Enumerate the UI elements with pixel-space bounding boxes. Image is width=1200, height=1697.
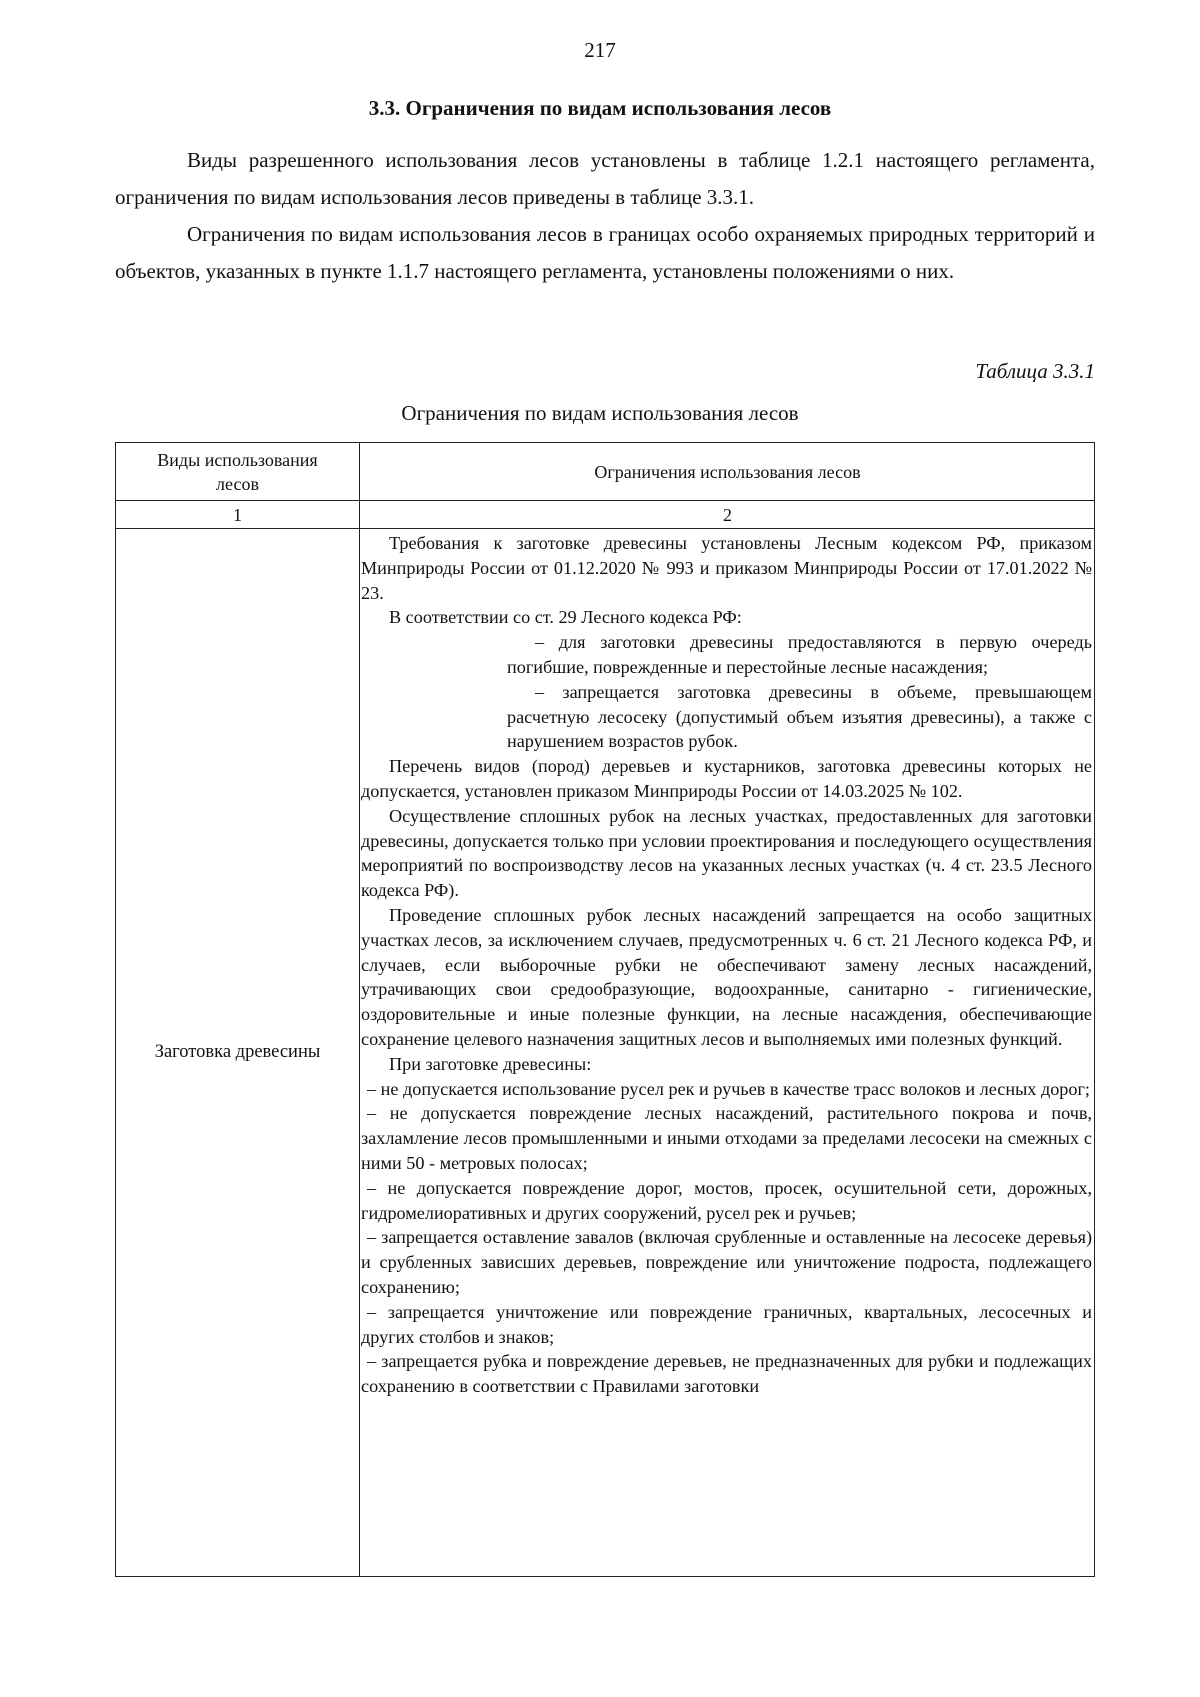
intro-paragraph-1: Виды разрешенного использования лесов установлены в таблице 1.2.1 настоящего регламента, ограничения по видам использования лесов приведены в таблице 3.3.1. — [115, 148, 1095, 209]
restriction-text: Осуществление сплошных рубок на лесных участках, предоставленных для заготовки древесины, допускается только при условии проектирования и последующего осуществления мероприятий по воспроизводству лесов на указанных лесных участках (ч. 4 ст. 23.5 Лесного кодекса РФ). — [361, 805, 1092, 901]
header-use-type: Виды использования лесов — [157, 449, 318, 494]
restriction-list-item: – запрещается уничтожение или повреждение граничных, квартальных, лесосечных и других столбов и знаков; — [361, 1301, 1092, 1347]
restriction-list-item: – не допускается использование русел рек и ручьев в качестве трасс волоков и лесных дорог; — [367, 1078, 1090, 1099]
restriction-text: При заготовке древесины: — [389, 1053, 592, 1074]
restriction-list-item: – не допускается повреждение дорог, мостов, просек, осушительной сети, дорожных, гидромелиоративных и других сооружений, русел рек и ручьев; — [361, 1177, 1092, 1223]
restriction-list-item: – для заготовки древесины предоставляются в первую очередь погибшие, поврежденные и перестойные лесные насаждения; — [507, 632, 1092, 677]
column-number-1: 1 — [233, 504, 242, 525]
restrictions-table — [115, 442, 1095, 1577]
intro-paragraph-2: Ограничения по видам использования лесов в границах особо охраняемых природных территорий и объектов, указанных в пункте 1.1.7 настоящего регламента, установлены положениями о них. — [115, 222, 1095, 283]
table-caption: Таблица 3.3.1 — [975, 359, 1095, 383]
restriction-list-item: – не допускается повреждение лесных насаждений, растительного покрова и почв, захламление лесов промышленными и иными отходами за пределами лесосеки на смежных с ними 50 - метровых полосах; — [361, 1103, 1092, 1173]
page-number: 217 — [584, 38, 616, 62]
restrictions-cell — [360, 529, 1094, 1576]
restriction-list-item: – запрещается заготовка древесины в объеме, превышающем расчетную лесосеку (допустимый объем изъятия древесины), а также с нарушением возрастов рубок. — [507, 681, 1092, 752]
table-title: Ограничения по видам использования лесов — [401, 401, 799, 425]
restriction-text: Перечень видов (пород) деревьев и кустарников, заготовка древесины которых не допускается, установлен приказом Минприроды России от 14.03.2025 № 102. — [361, 756, 1092, 801]
use-type-cell: Заготовка древесины — [154, 1042, 321, 1062]
restriction-text: Проведение сплошных рубок лесных насаждений запрещается на особо защитных участках лесов, за исключением случаев, предусмотренных ч. 6 ст. 21 Лесного кодекса РФ, и случаев, если выборочные рубки не обеспечивают замену лесных насаждений, утрачивающих свои средообразующие, водоохранные, санитарно - гигиенические, оздоровительные и иные полезные функции, на лесные насаждения, обеспечивающие сохранение целевого назначения защитных лесов и выполняемых ими полезных функций. — [361, 904, 1092, 1049]
header-restrictions: Ограничения использования лесов — [594, 461, 861, 482]
restriction-text: Требования к заготовке древесины установлены Лесным кодексом РФ, приказом Минприроды России от 01.12.2020 № 993 и приказом Минприроды России от 17.01.2022 № 23. — [361, 533, 1092, 603]
restriction-list-item: – запрещается оставление завалов (включая срубленные и оставленные на лесосеке деревья) и срубленных зависших деревьев, повреждение или уничтожение подроста, подлежащего сохранению; — [361, 1227, 1092, 1297]
restriction-text: В соответствии со ст. 29 Лесного кодекса РФ: — [389, 607, 742, 628]
column-number-2: 2 — [723, 504, 732, 525]
restriction-list-item: – запрещается рубка и повреждение деревьев, не предназначенных для рубки и подлежащих сохранению в соответствии с Правилами заготовки — [361, 1351, 1092, 1397]
section-title: 3.3. Ограничения по видам использования лесов — [368, 96, 832, 120]
